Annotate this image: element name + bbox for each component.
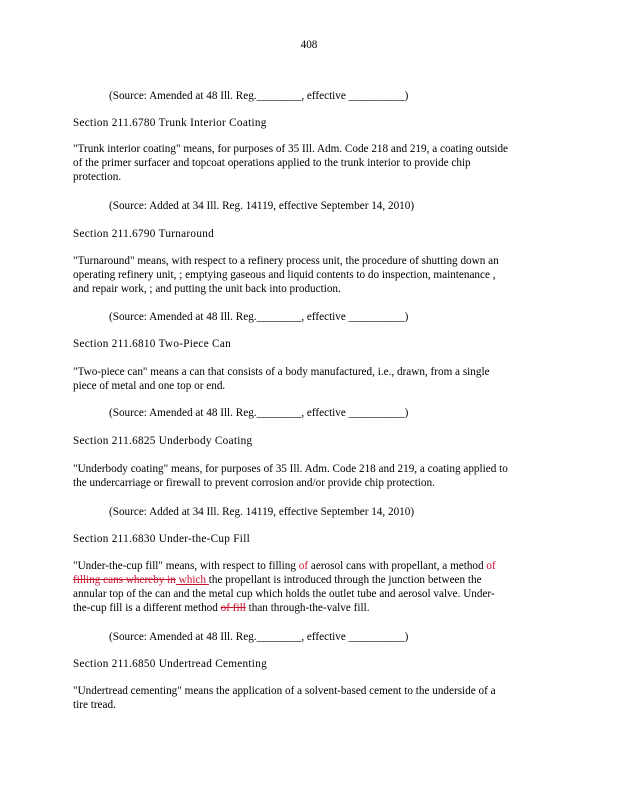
paragraph-line: of the primer surfacer and topcoat operations applied to the trunk interior to provide chip xyxy=(73,157,471,169)
paragraph-line: operating refinery unit, ; emptying gaseous and liquid contents to do inspection, maintenance , xyxy=(73,269,496,281)
deleted-text: of fill xyxy=(220,602,246,614)
inserted-text: of xyxy=(298,560,309,572)
section-heading: Section 211.6825 Underbody Coating xyxy=(73,435,253,447)
paragraph-line xyxy=(73,601,553,615)
paragraph-line: and repair work, ; and putting the unit back into production. xyxy=(73,283,341,295)
text-run: than through-the-valve fill. xyxy=(245,602,370,614)
paragraph-line: piece of metal and one top or end. xyxy=(73,380,226,392)
paragraph-line xyxy=(73,559,553,573)
paragraph-line: annular top of the can and the metal cup which holds the outlet tube and aerosol valve. Under- xyxy=(73,588,495,600)
inserted-text: which xyxy=(175,574,209,586)
text-run: "Under-the-cup fill" means, with respect to filling xyxy=(73,560,299,572)
paragraph-line: "Trunk interior coating" means, for purposes of 35 Ill. Adm. Code 218 and 219, a coating outside xyxy=(73,143,509,155)
source-note: (Source: Amended at 48 Ill. Reg.________, effective __________) xyxy=(109,407,409,419)
source-note: (Source: Added at 34 Ill. Reg. 14119, effective September 14, 2010) xyxy=(109,200,415,212)
source-note: (Source: Added at 34 Ill. Reg. 14119, effective September 14, 2010) xyxy=(109,506,415,518)
source-note: (Source: Amended at 48 Ill. Reg.________, effective __________) xyxy=(109,311,409,323)
text-run: the propellant is introduced through the junction between the xyxy=(208,574,482,586)
inserted-text: of xyxy=(486,560,496,572)
deleted-text: filling cans whereby in xyxy=(73,574,176,586)
paragraph-line: "Undertread cementing" means the application of a solvent-based cement to the underside of a xyxy=(73,685,496,697)
text-run: aerosol cans with propellant, a method xyxy=(308,560,487,572)
section-heading: Section 211.6830 Under-the-Cup Fill xyxy=(73,533,251,545)
paragraph-line: tire tread. xyxy=(73,699,116,711)
section-heading: Section 211.6780 Trunk Interior Coating xyxy=(73,117,267,129)
text-run: the-cup fill is a different method xyxy=(73,602,221,614)
paragraph-line: "Underbody coating" means, for purposes of 35 Ill. Adm. Code 218 and 219, a coating applied to xyxy=(73,463,508,475)
source-note: (Source: Amended at 48 Ill. Reg.________, effective __________) xyxy=(109,631,409,643)
section-heading: Section 211.6850 Undertread Cementing xyxy=(73,658,267,670)
source-note: (Source: Amended at 48 Ill. Reg.________, effective __________) xyxy=(109,90,409,102)
section-heading: Section 211.6790 Turnaround xyxy=(73,228,215,240)
paragraph-line: "Turnaround" means, with respect to a refinery process unit, the procedure of shutting down an xyxy=(73,255,499,267)
paragraph-line xyxy=(73,573,553,587)
paragraph-line: "Two-piece can" means a can that consists of a body manufactured, i.e., drawn, from a single xyxy=(73,366,490,378)
paragraph-line: protection. xyxy=(73,171,122,183)
paragraph-line: the undercarriage or firewall to prevent corrosion and/or provide chip protection. xyxy=(73,477,435,489)
section-heading: Section 211.6810 Two-Piece Can xyxy=(73,338,231,350)
page-number: 408 xyxy=(300,39,318,51)
